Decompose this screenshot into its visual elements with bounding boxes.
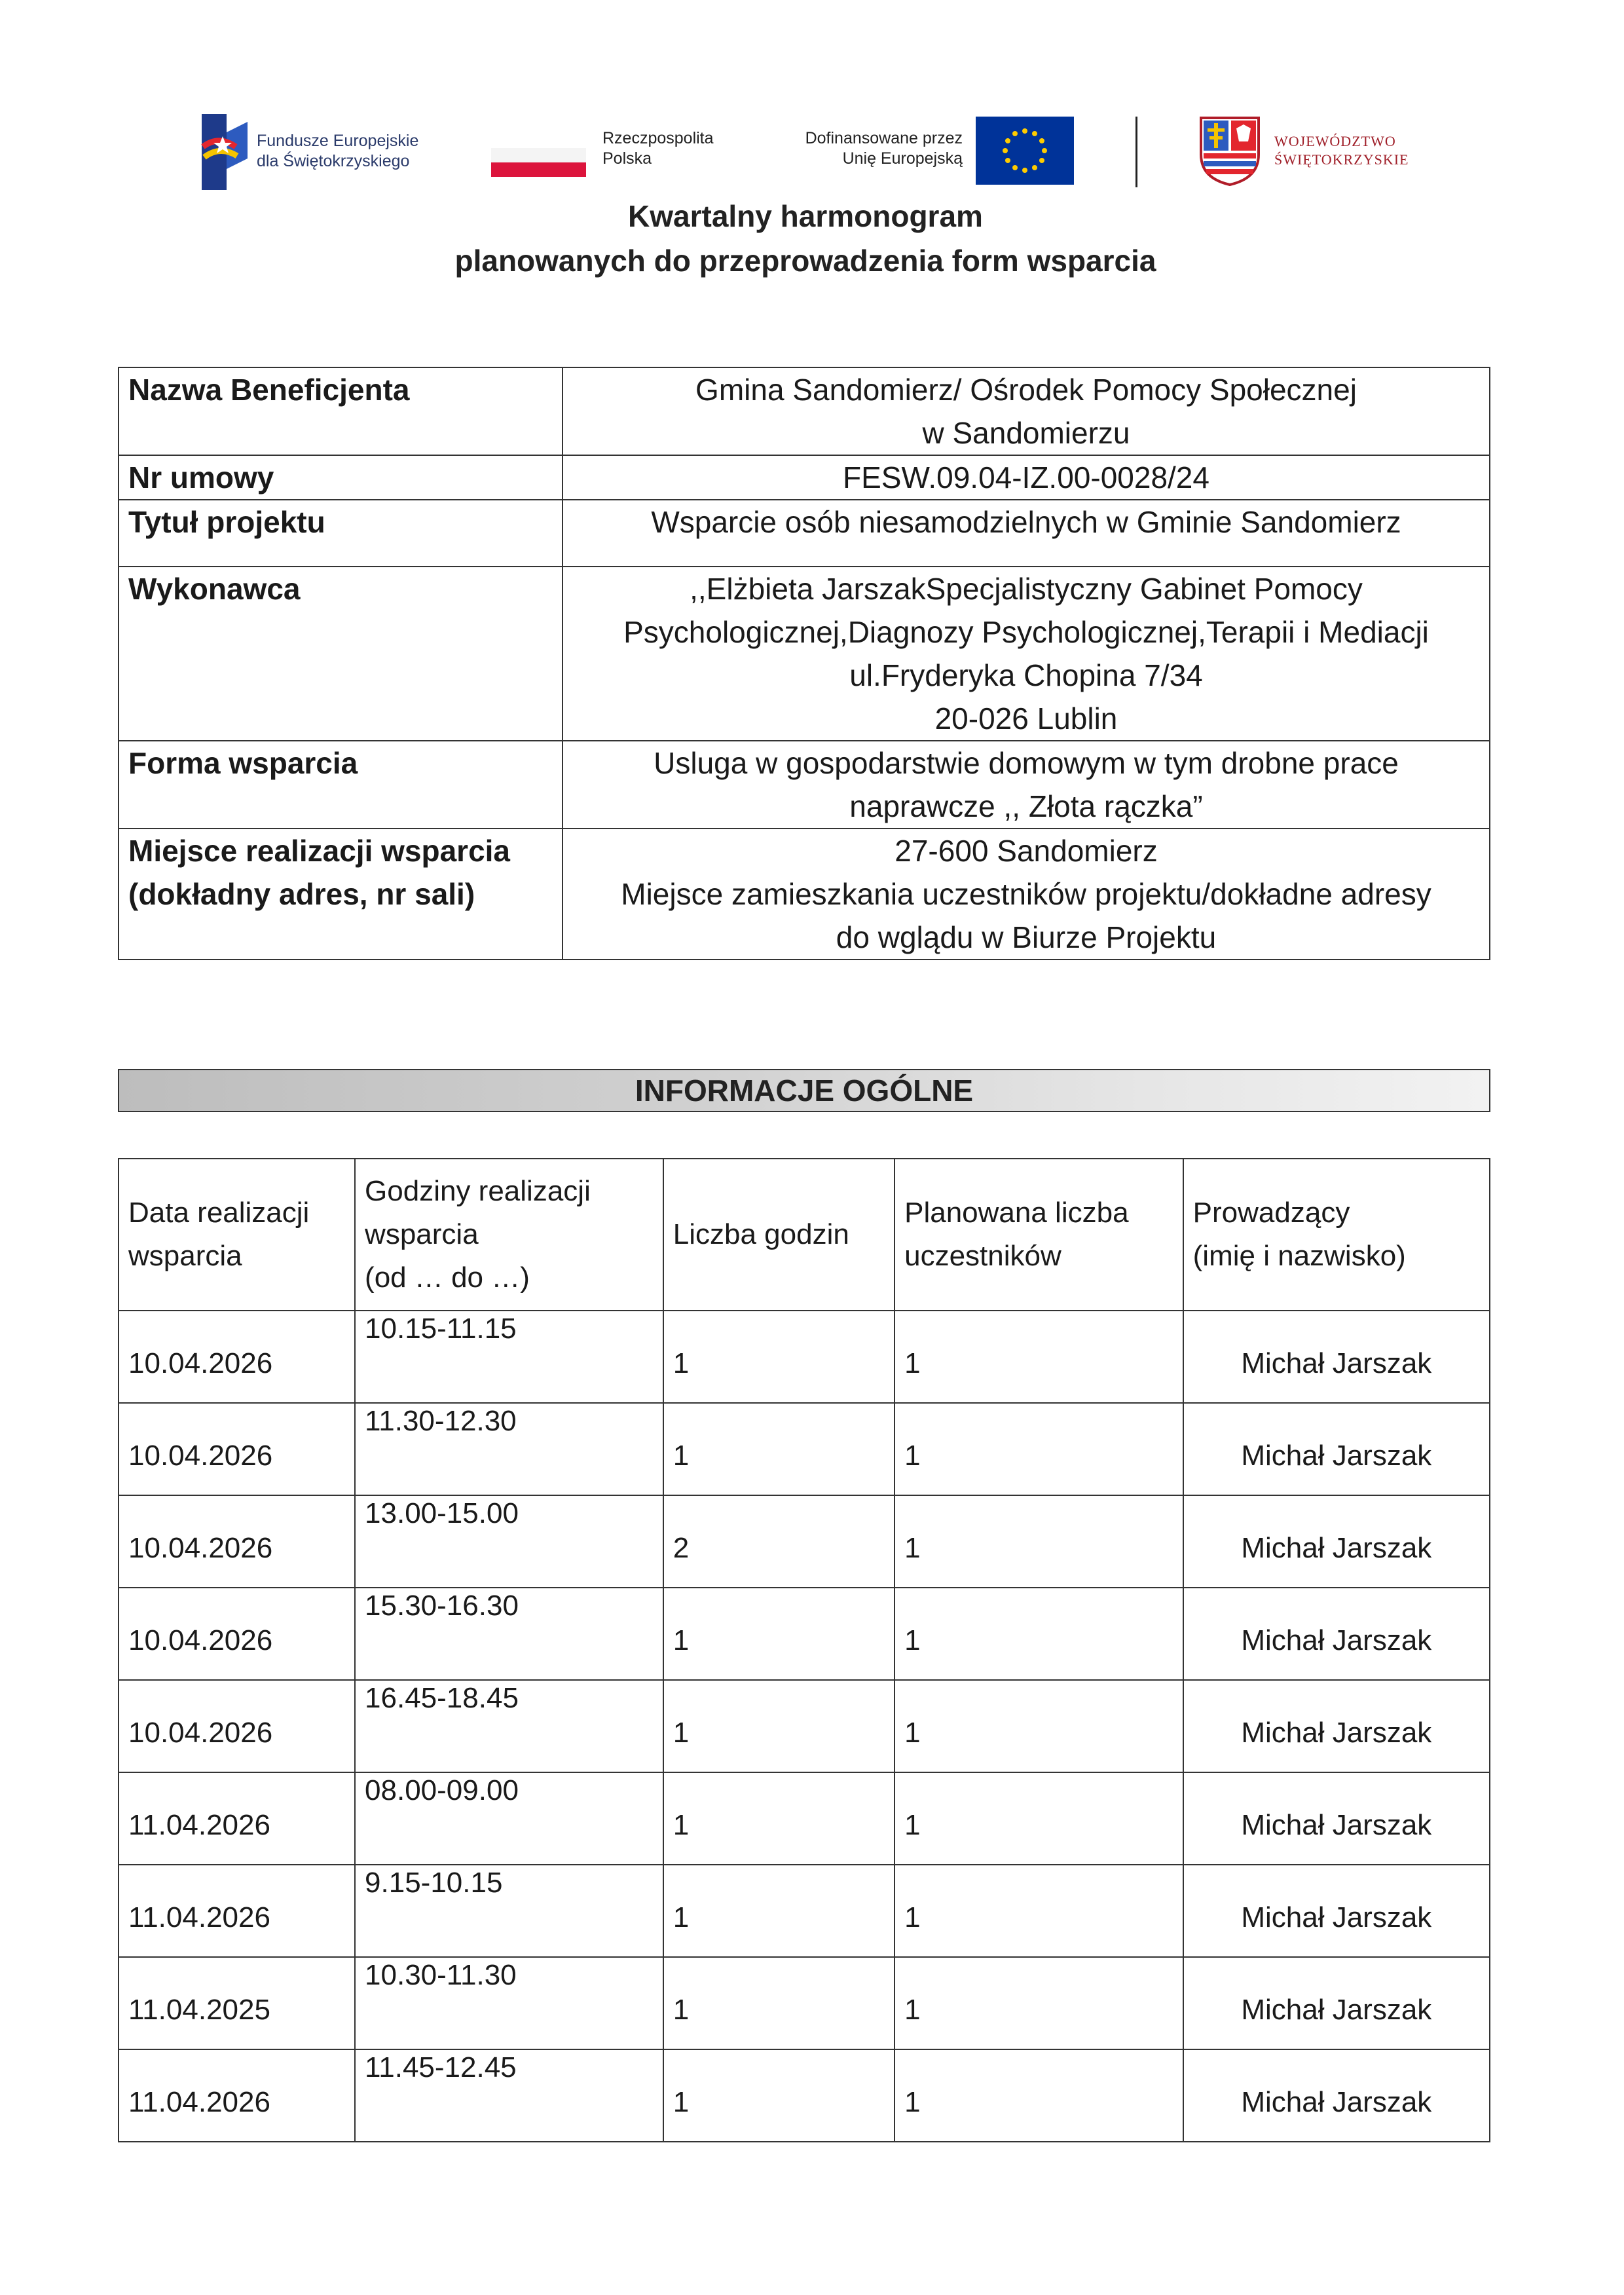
cell-date: 10.04.2026 bbox=[119, 1680, 355, 1772]
cell-hour-count: 1 bbox=[663, 1957, 895, 2049]
cell-instructor: Michał Jarszak bbox=[1183, 2049, 1490, 2142]
info-row bbox=[119, 367, 1490, 455]
info-value-contract: FESW.09.04-IZ.00-0028/24 bbox=[563, 455, 1490, 500]
cell-instructor: Michał Jarszak bbox=[1183, 1403, 1490, 1495]
cell-hour-count: 1 bbox=[663, 1588, 895, 1680]
cell-hour-count: 2 bbox=[663, 1495, 895, 1588]
cell-instructor: Michał Jarszak bbox=[1183, 1957, 1490, 2049]
document-title bbox=[0, 194, 1611, 283]
cell-hours: 10.15-11.15 bbox=[355, 1311, 663, 1403]
cell-participants: 1 bbox=[895, 1588, 1183, 1680]
title-line1: Kwartalny harmonogram bbox=[628, 199, 983, 233]
fundusze-europejskie-logo bbox=[196, 113, 471, 191]
fe-emblem-icon bbox=[196, 113, 249, 191]
cell-hours: 13.00-15.00 bbox=[355, 1495, 663, 1588]
schedule-row bbox=[119, 1588, 1490, 1680]
schedule-row bbox=[119, 1865, 1490, 1957]
ue-text-line2: Unię Europejską bbox=[842, 149, 963, 168]
schedule-row bbox=[119, 1495, 1490, 1588]
title-line2: planowanych do przeprowadzenia form wsparcia bbox=[454, 244, 1156, 278]
header-date: Data realizacji wsparcia bbox=[119, 1159, 355, 1311]
info-row bbox=[119, 500, 1490, 567]
schedule-row bbox=[119, 1680, 1490, 1772]
cell-hour-count: 1 bbox=[663, 1403, 895, 1495]
cell-participants: 1 bbox=[895, 1957, 1183, 2049]
cell-participants: 1 bbox=[895, 1772, 1183, 1865]
cell-date: 10.04.2026 bbox=[119, 1495, 355, 1588]
schedule-body bbox=[119, 1311, 1490, 2142]
info-row bbox=[119, 455, 1490, 500]
header-participants: Planowana liczba uczestników bbox=[895, 1159, 1183, 1311]
logo-strip bbox=[196, 113, 1441, 191]
cell-instructor: Michał Jarszak bbox=[1183, 1865, 1490, 1957]
cell-hours: 11.45-12.45 bbox=[355, 2049, 663, 2142]
schedule-row bbox=[119, 2049, 1490, 2142]
polish-flag-icon bbox=[491, 148, 586, 177]
rzeczpospolita-logo bbox=[491, 113, 753, 191]
schedule-row bbox=[119, 1403, 1490, 1495]
ue-text-line1: Dofinansowane przez bbox=[805, 129, 963, 147]
cell-date: 10.04.2026 bbox=[119, 1311, 355, 1403]
header-instructor: Prowadzący (imię i nazwisko) bbox=[1183, 1159, 1490, 1311]
cell-participants: 1 bbox=[895, 1311, 1183, 1403]
cell-instructor: Michał Jarszak bbox=[1183, 1588, 1490, 1680]
cell-hour-count: 1 bbox=[663, 1772, 895, 1865]
cell-date: 10.04.2026 bbox=[119, 1588, 355, 1680]
cell-hours: 9.15-10.15 bbox=[355, 1865, 663, 1957]
schedule-row bbox=[119, 1772, 1490, 1865]
cell-hours: 10.30-11.30 bbox=[355, 1957, 663, 2049]
info-value-support-form: Usluga w gospodarstwie domowym w tym drobne prace naprawcze ,, Złota rączka” bbox=[563, 741, 1490, 829]
cell-hour-count: 1 bbox=[663, 1865, 895, 1957]
cell-instructor: Michał Jarszak bbox=[1183, 1680, 1490, 1772]
cell-hour-count: 1 bbox=[663, 2049, 895, 2142]
eu-flag-icon bbox=[976, 117, 1074, 185]
info-label-support-form: Forma wsparcia bbox=[119, 741, 563, 829]
info-value-contractor: ,,Elżbieta JarszakSpecjalistyczny Gabinet Pomocy Psychologicznej,Diagnozy Psychologicznej,Terapii i Mediacji ul.Fryderyka Chopina 7/34 20-026 Lublin bbox=[563, 567, 1490, 741]
cell-participants: 1 bbox=[895, 1680, 1183, 1772]
info-label-project-title: Tytuł projektu bbox=[119, 500, 563, 567]
info-row bbox=[119, 741, 1490, 829]
cell-instructor: Michał Jarszak bbox=[1183, 1772, 1490, 1865]
rp-text-line2: Polska bbox=[602, 149, 652, 168]
schedule-header-row bbox=[119, 1159, 1490, 1311]
cell-date: 10.04.2026 bbox=[119, 1403, 355, 1495]
info-value-beneficiary: Gmina Sandomierz/ Ośrodek Pomocy Społecznej w Sandomierzu bbox=[563, 367, 1490, 455]
section-header-general-info: INFORMACJE OGÓLNE bbox=[118, 1069, 1490, 1112]
header-hour-count: Liczba godzin bbox=[663, 1159, 895, 1311]
fe-text-line2: dla Świętokrzyskiego bbox=[257, 152, 410, 170]
info-label-beneficiary: Nazwa Beneficjenta bbox=[119, 367, 563, 455]
rp-text-line1: Rzeczpospolita bbox=[602, 129, 714, 147]
cell-date: 11.04.2025 bbox=[119, 1957, 355, 2049]
info-row bbox=[119, 829, 1490, 960]
sw-text-line2: ŚWIĘTOKRZYSKIE bbox=[1274, 151, 1409, 168]
info-label-contract: Nr umowy bbox=[119, 455, 563, 500]
cell-hours: 11.30-12.30 bbox=[355, 1403, 663, 1495]
info-label-contractor: Wykonawca bbox=[119, 567, 563, 741]
schedule-table bbox=[118, 1158, 1490, 2142]
info-value-location: 27-600 Sandomierz Miejsce zamieszkania uczestników projektu/dokładne adresy do wglądu w Biurze Projektu bbox=[563, 829, 1490, 960]
logo-separator bbox=[1135, 117, 1137, 187]
cell-instructor: Michał Jarszak bbox=[1183, 1311, 1490, 1403]
cell-date: 11.04.2026 bbox=[119, 1772, 355, 1865]
cell-participants: 1 bbox=[895, 2049, 1183, 2142]
schedule-row bbox=[119, 1957, 1490, 2049]
eu-cofinancing-logo bbox=[773, 113, 1113, 191]
cell-hours: 16.45-18.45 bbox=[355, 1680, 663, 1772]
cell-participants: 1 bbox=[895, 1865, 1183, 1957]
cell-date: 11.04.2026 bbox=[119, 1865, 355, 1957]
cell-date: 11.04.2026 bbox=[119, 2049, 355, 2142]
cell-hours: 08.00-09.00 bbox=[355, 1772, 663, 1865]
cell-hours: 15.30-16.30 bbox=[355, 1588, 663, 1680]
cell-participants: 1 bbox=[895, 1495, 1183, 1588]
header-hours: Godziny realizacji wsparcia (od … do …) bbox=[355, 1159, 663, 1311]
fe-text-line1: Fundusze Europejskie bbox=[257, 132, 419, 150]
beneficiary-info-table bbox=[118, 367, 1490, 960]
schedule-row bbox=[119, 1311, 1490, 1403]
cell-hour-count: 1 bbox=[663, 1680, 895, 1772]
info-value-project-title: Wsparcie osób niesamodzielnych w Gminie Sandomierz bbox=[563, 500, 1490, 567]
wojewodztwo-logo bbox=[1198, 113, 1447, 191]
cell-hour-count: 1 bbox=[663, 1311, 895, 1403]
sw-text-line1: WOJEWÓDZTWO bbox=[1274, 133, 1396, 149]
cell-participants: 1 bbox=[895, 1403, 1183, 1495]
coat-of-arms-icon bbox=[1198, 115, 1261, 186]
info-row bbox=[119, 567, 1490, 741]
cell-instructor: Michał Jarszak bbox=[1183, 1495, 1490, 1588]
info-label-location: Miejsce realizacji wsparcia (dokładny adres, nr sali) bbox=[119, 829, 563, 960]
